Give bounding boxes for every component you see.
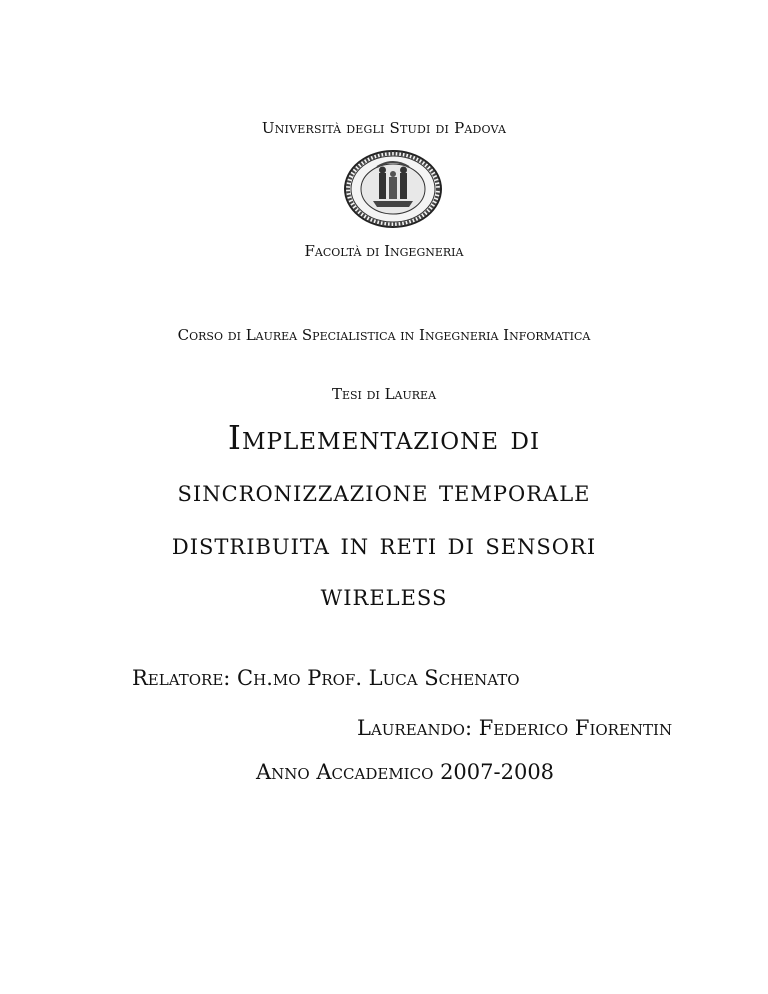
thesis-type: Tesi di Laurea — [331, 385, 437, 403]
advisor-label: Relatore: — [132, 666, 231, 690]
candidate-label: Laureando: — [357, 716, 473, 740]
candidate-name: Federico Fiorentin — [478, 716, 673, 740]
thesis-title-line-4: wireless — [320, 578, 448, 613]
candidate-line — [357, 716, 672, 740]
thesis-title-line-2: sincronizzazione temporale — [177, 474, 591, 509]
university-name: Università degli Studi di Padova — [261, 119, 507, 137]
academic-year-line — [256, 760, 554, 784]
advisor-line — [132, 666, 520, 690]
thesis-title-line-1: Implementazione di — [227, 418, 541, 457]
university-seal-icon — [343, 149, 443, 229]
course-name: Corso di Laurea Specialistica in Ingegneria Informatica — [177, 326, 591, 344]
thesis-title-line-3: distribuita in reti di sensori — [171, 527, 597, 562]
advisor-name: Ch.mo Prof. Luca Schenato — [237, 666, 520, 690]
academic-year-label: Anno Accademico — [256, 760, 434, 784]
faculty-name: Facoltà di Ingegneria — [304, 242, 464, 260]
academic-year-value: 2007-2008 — [440, 760, 555, 784]
